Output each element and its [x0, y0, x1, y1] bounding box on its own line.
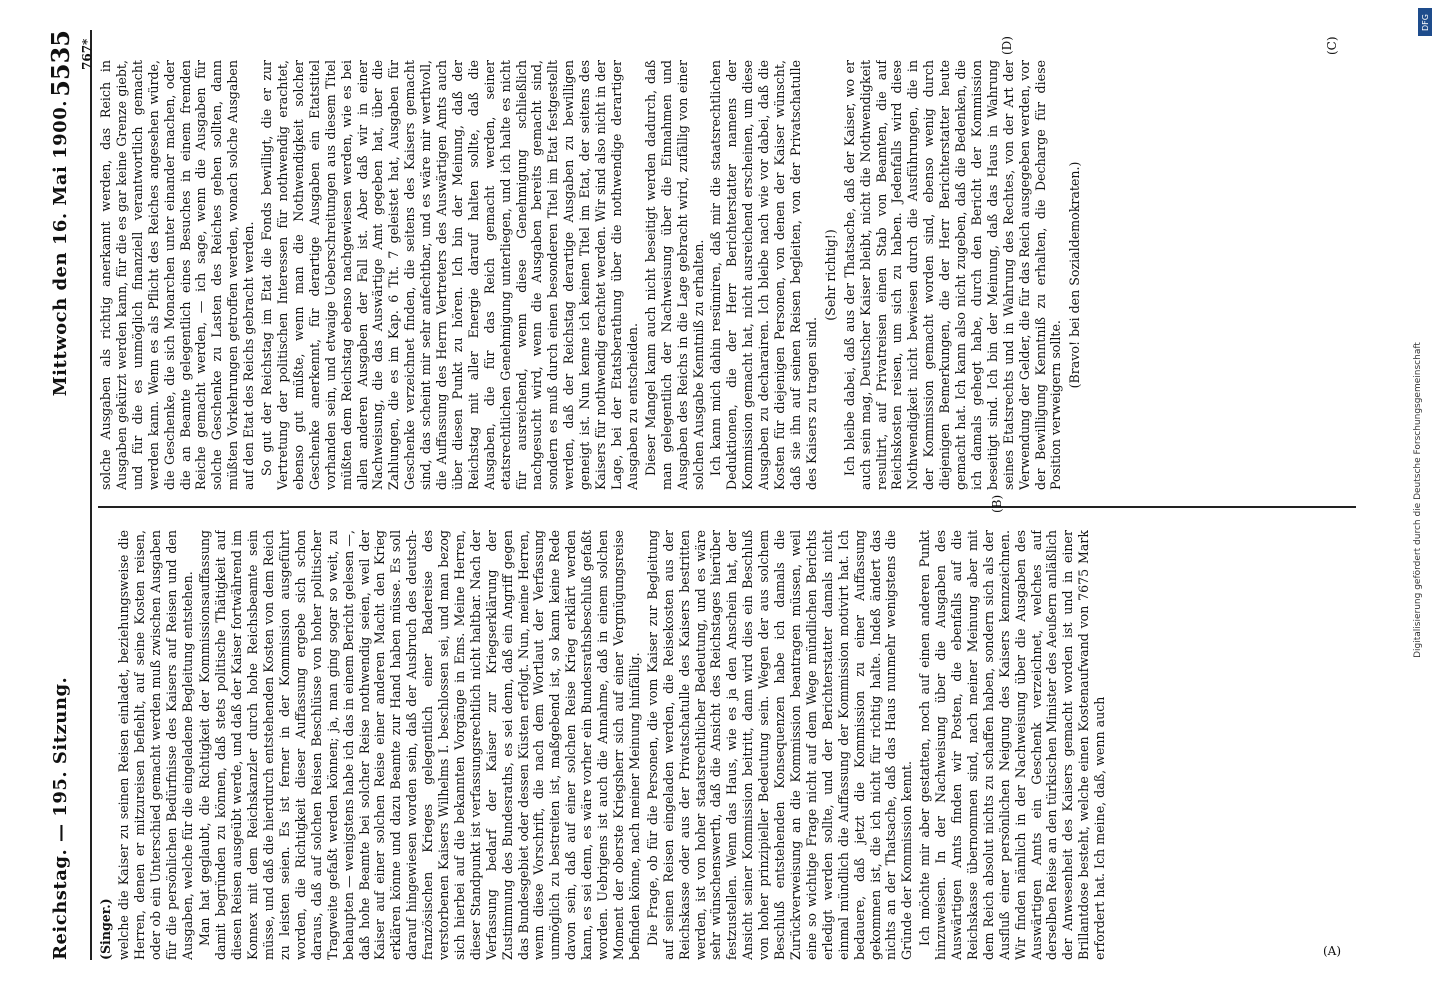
- signature-mark: 767*: [80, 38, 94, 70]
- margin-letter-d: (D): [1000, 36, 1014, 55]
- left-paragraph: Man hat geglaubt, die Richtigkeit der Kommissionsauffassung damit begründen zu können, daß stets politische Thätigkeit auf diesen Reisen ausgeübt werde, und daß der Kaiser fortwährend im Konnex mit dem Reichskanzler durch hohe Reichsbeamte sein müsse, und daß die hierdurch entstehenden Kosten von dem Reich zu leisten seien. Es ist ferner in der Kommission ausgeführt worden, die Richtigkeit dieser Auffassung ergebe sich schon daraus, daß auf solchen Reisen Beschlüsse von hoher politischer Tragweite gefaßt werden können; ja, man ging sogar so weit, zu behaupten — wenigstens habe ich das in einem Bericht gelesen —, daß hohe Beamte bei solcher Reise nothwendig seien, weil der Kaiser auf einer solchen Reise einer anderen Macht den Krieg erklären könne und dazu Beamte zur Hand haben müsse. Es soll darauf hingewiesen worden sein, daß der Ausbruch des deutsch-französischen Krieges gelegentlich einer Badereise des verstorbenen Kaisers Wilhelms I. beschlossen sei, und man bezog sich hierbei auf die bekannten Vorgänge in Ems. Meine Herren, dieser Standpunkt ist verfassungsrechtlich nicht haltbar. Nach der Verfassung bedarf der Kaiser zur Kriegserklärung der Zustimmung des Bundesraths, es sei denn, daß ein Angriff gegen das Bundesgebiet oder dessen Küsten erfolgt. Nun, meine Herren, wenn diese Vorschrift, die nach dem Wortlaut der Verfassung unmöglich zu bestreiten ist, maßgebend ist, so kann keine Rede davon sein, daß auf einer solchen Reise Krieg erklärt werden kann, es sei denn, es wäre vorher ein Bundesrathsbeschluß gefaßt worden. Uebrigens ist auch die Annahme, daß in einem solchen Moment der oberste Kriegsherr sich auf einer Vergnügungsreise befinden könne, nach meiner Meinung hinfällig.: [197, 530, 642, 960]
- margin-letter-a: (A): [1322, 943, 1342, 958]
- right-paragraph: solche Ausgaben als richtig anerkannt werden, das Reich in Ausgaben gekürzt werden kann, für die es gar keine Grenze giebt, und für die es unmöglich finanziell verantwortlich gemacht werden kann. Wenn es als Pflicht des Reiches angesehen würde, die Geschenke, die sich Monarchen unter einander machen, oder die an Beamte gelegentlich eines Besuches in einem fremden Reiche gemacht werden, — ich sage, wenn die Ausgaben für solche Geschenke zu Lasten des Reiches gehen sollten, dann müßten Vorkehrungen getroffen werden, wonach solche Ausgaben auf den Etat des Reichs gebracht werden.: [98, 60, 257, 490]
- page-number: 5535: [46, 30, 75, 97]
- newspaper-sheet: [40, 30, 1360, 960]
- digitization-text: Digitalisierung gefördert durch die Deutsche Forschungsgemeinschaft: [1413, 342, 1423, 658]
- left-paragraph: Die Frage, ob für die Personen, die vom Kaiser zur Begleitung auf seinen Reisen eingeladen werden, die Reisekosten aus der Reichskasse oder aus der Privatschatulle des Kaisers bestritten werden, ist von hoher staatsrechtlicher Bedeutung, und es wäre sehr wünschenswerth, daß die Ansicht des Reichstages hierüber festzustellen. Wenn das Haus, wie es ja den Anschein hat, der Ansicht seiner Kommission beitritt, dann wird dies ein Beschluß von hoher prinzipieller Bedeutung sein. Wegen der aus solchem Beschluß entstehenden Konsequenzen habe ich damals die Zurückverweisung an die Kommission beantragen müssen, weil eine so wichtige Frage nicht auf dem Wege mündlichen Berichts erledigt werden sollte, und der Berichterstatter damals nicht einmal mündlich die Auffassung der Kommission motivirt hat. Ich bedauere, daß jetzt die Kommission zu einer Auffassung gekommen ist, die ich nicht für richtig halte. Indeß ändert das nichts an der Thatsache, daß das Haus nunmehr wenigstens die Gründe der Kommission kennt.: [644, 530, 915, 960]
- left-column: [98, 530, 1356, 960]
- margin-letter-b: (B): [990, 494, 1004, 513]
- margin-letter-c: (C): [1325, 36, 1339, 55]
- right-paragraph: Ich bleibe dabei, daß aus der Thatsache, daß der Kaiser, wo er auch sein mag, Deutscher Kaiser bleibt, nicht die Nothwendigkeit resultirt, auf Privatreisen einen Stab von Beamten, die auf Reichskosten reisen, um sich zu haben. Jedenfalls wird diese Nothwendigkeit nicht bewiesen durch die Ausführungen, die in der Kommission gemacht worden sind, ebenso wenig durch diejenigen Bemerkungen, die der Herr Berichterstatter heute gemacht hat. Ich kann also nicht zugeben, daß die Bedenken, die ich damals gehegt habe, durch den Bericht der Kommission beseitigt sind. Ich bin der Meinung, daß das Haus in Wahrung seines Etatsrechts und in Wahrung des Rechtes, von der Art der Verwendung der Gelder, die für das Reich ausgegeben werden, vor der Bewilligung Kenntniß zu erhalten, die Decharge für diese Position verweigern sollte.: [841, 60, 1064, 490]
- right-column: [98, 60, 1356, 490]
- interjection: (Sehr richtig!): [822, 229, 838, 321]
- left-paragraph: Ich möchte mir aber gestatten, noch auf einen anderen Punkt hinzuweisen. In der Nachweisung über die Ausgaben des Auswärtigen Amts finden wir Posten, die ebenfalls auf die Reichskasse übernommen sind, nach meiner Meinung aber mit dem Reich absolut nichts zu schaffen haben, sondern sich als der Ausfluß einer persönlichen Neigung des Kaisers kennzeichnen. Wir finden nämlich in der Nachweisung über die Ausgaben des Auswärtigen Amts ein Geschenk verzeichnet, welches auf derselben Reise an den türkischen Minister des Aeußern anläßlich der Anwesenheit des Kaisers gemacht worden ist und in einer Brillantdose besteht, welche einen Kostenaufwand von 7675 Mark erfordert hat. Ich meine, daß, wenn auch: [917, 530, 1108, 960]
- right-paragraph: So gut der Reichstag im Etat die Fonds bewilligt, die er zur Vertretung der politischen Interessen für nothwendig erachtet, ebenso gut müßte, wenn man die Nothwendigkeit solcher Geschenke anerkennt, für derartige Ausgaben ein Etatstitel vorhanden sein, und etwaige Ueberschreitungen aus diesem Titel müßten dem Reichstag ebenso nachgewiesen werden, wie es bei allen anderen Ausgaben der Fall ist. Aber daß wir in einer Nachweisung, die das Auswärtige Amt gegeben hat, über die Zahlungen, die es im Kap. 6 Tit. 7 geleistet hat, Ausgaben für Geschenke verzeichnet finden, die seitens des Kaisers gemacht sind, das scheint mir sehr anfechtbar, und es wäre mir werthvoll, die Auffassung des Herrn Vertreters des Auswärtigen Amts auch über diesen Punkt zu hören. Ich bin der Meinung, daß der Reichstag mit aller Energie darauf halten sollte, daß die Ausgaben, die für das Reich gemacht werden, seiner etatsrechtlichen Genehmigung unterliegen, und ich halte es nicht für ausreichend, wenn diese Genehmigung schließlich nachgesucht wird, wenn die Ausgaben bereits gemacht sind, sondern es muß durch einen besonderen Titel im Etat festgestellt werden, daß der Reichstag derartige Ausgaben zu bewilligen geneigt ist. Nun kenne ich keinen Titel im Etat, der seitens des Kaisers für nothwendig erachtet werden. Wir sind also nicht in der Lage, bei der Etatsberathung über die nothwendige derartiger Ausgaben zu entscheiden.: [259, 60, 640, 490]
- column-divider: [98, 506, 1356, 508]
- page-header: [40, 30, 92, 960]
- left-paragraph: welche die Kaiser zu seinen Reisen einladet, beziehungsweise die Herren, denen er mitzureisen befiehlt, auf seine Kosten reisen, oder ob ein Unterschied gemacht werden muß zwischen Ausgaben für die persönlichen Bedürfnisse des Kaisers auf Reisen und den Ausgaben, welche für die eingeladene Begleitung entstehen.: [115, 530, 195, 960]
- right-paragraph: Dieser Mangel kann auch nicht beseitigt werden dadurch, daß man gelegentlich der Nachweisung über die Einnahmen und Ausgaben des Reichs in die Lage gebracht wird, zufällig von einer solchen Ausgabe Kenntniß zu erhalten.: [642, 60, 706, 490]
- header-date: Mittwoch den 16. Mai 1900.: [50, 100, 71, 397]
- header-left-title: Reichstag. — 195. Sitzung.: [50, 676, 71, 960]
- speaker-label: (Singer.): [98, 898, 113, 960]
- closing-applause: (Bravo! bei den Sozialdemokraten.): [1067, 161, 1083, 389]
- dfg-logo: DFG: [1418, 8, 1432, 36]
- digitization-notice: [1413, 8, 1430, 992]
- rotated-page-frame: [40, 30, 1360, 960]
- right-paragraph: Ich kann mich dahin resümiren, daß mir die staatsrechtlichen Deduktionen, die der Herr Berichterstatter namens der Kommission gemacht hat, nicht ausreichend erscheinen, um diese Ausgaben zu decharairen. Ich bleibe nach wie vor dabei, daß die Kosten für diejenigen Personen, von denen der Kaiser wünscht, daß sie ihn auf seinen Reisen begleiten, von der Privatschatulle des Kaisers zu tragen sind.: [708, 60, 819, 490]
